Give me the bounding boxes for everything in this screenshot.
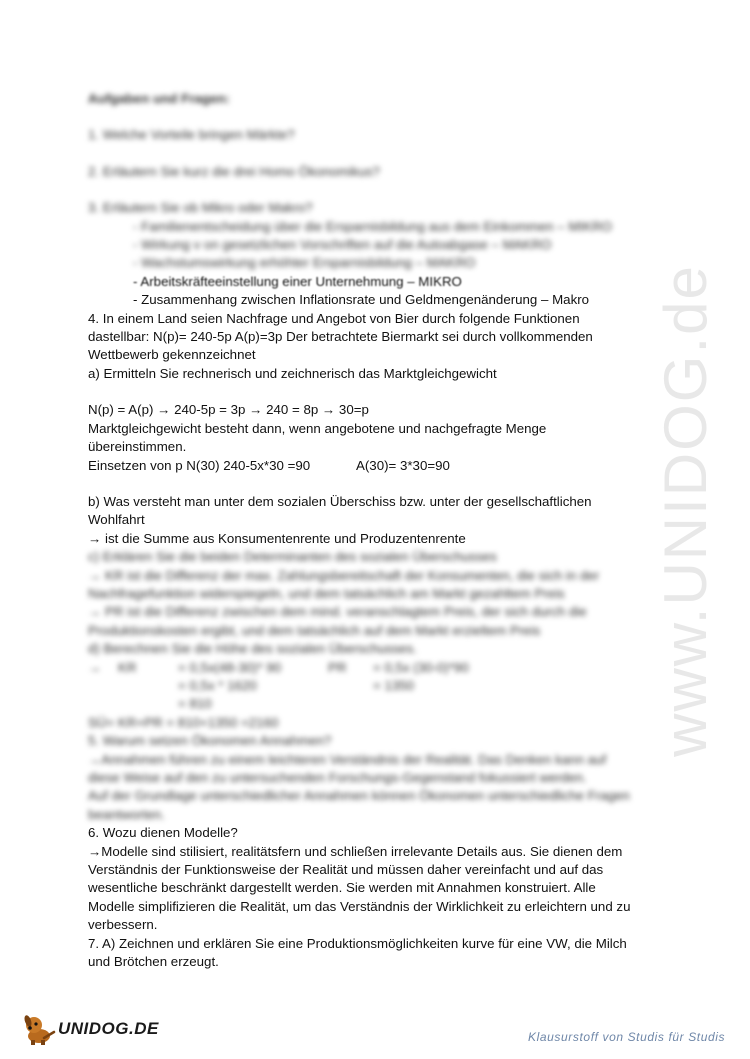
- q4c-answer: Produktionskosten ergibt, und dem tatsächlich auf dem Markt erzieltem Preis: [88, 622, 541, 638]
- kr-label: [118, 677, 178, 695]
- question-3: 3. Erläutern Sie ob Mikro oder Makro?: [88, 200, 313, 216]
- pr-label: [328, 677, 373, 695]
- q6-answer: →Modelle sind stilisiert, realitätsfern und schließen irrelevante Details aus. Sie dienen dem: [88, 843, 623, 859]
- question-1: 1. Welche Vorteile bringen Märkte?: [88, 127, 295, 143]
- einsetzen-supply: A(30)= 3*30=90: [356, 457, 450, 473]
- q7-question: und Brötchen erzeugt.: [88, 954, 219, 970]
- q4-line: Wettbewerb gekennzeichnet: [88, 347, 256, 363]
- q4c-answer: → KR ist die Differenz der max. Zahlungsbereitschaft der Konsumenten, die sich in der: [88, 567, 600, 583]
- kr-value: = 810: [178, 696, 212, 712]
- q4a-calculation: N(p) = A(p) → 240-5p = 3p → 240 = 8p → 30=p: [88, 402, 369, 418]
- q4d-row: [88, 659, 668, 677]
- q4-line: 4. In einem Land seien Nachfrage und Angebot von Bier durch folgende Funktionen: [88, 310, 580, 326]
- unidog-logo[interactable]: [22, 1012, 159, 1046]
- einsetzen-demand: Einsetzen von p N(30) 240-5x*30 =90: [88, 457, 311, 473]
- question-2: 2. Erläutern Sie kurz die drei Homo Ökonomikus?: [88, 163, 380, 179]
- q3-item: - Arbeitskräfteeinstellung einer Unternehmung – MIKRO: [133, 273, 462, 289]
- q4b-question: Wohlfahrt: [88, 512, 145, 528]
- q6-question: 6. Wozu dienen Modelle?: [88, 825, 238, 841]
- q5-question: 5. Warum setzen Ökonomen Annahmen?: [88, 733, 332, 749]
- kr-value: = 0,5x(48-30)* 90: [178, 659, 282, 675]
- q7-question: 7. A) Zeichnen und erklären Sie eine Produktionsmöglichkeiten kurve für eine VW, die Milch: [88, 935, 627, 951]
- q4a-explanation: Marktgleichgewicht besteht dann, wenn angebotene und nachgefragte Menge: [88, 420, 547, 436]
- q4a-explanation: übereinstimmen.: [88, 439, 187, 455]
- q4c-question: c) Erklären Sie die beiden Determinanten des sozialen Überschusses: [88, 549, 497, 565]
- q4d-row: [88, 695, 668, 713]
- q5-answer: diese Weise auf den zu untersuchenden Forschungs-Gegenstand fokussiert werden.: [88, 770, 587, 785]
- q4-line: dastellbar: N(p)= 240-5p A(p)=3p Der betrachtete Biermarkt sei durch vollkommenden: [88, 329, 593, 345]
- q3-item: - Wachstumswirkung erhöhter Ersparnisbildung – MAKRO: [133, 255, 476, 271]
- heading: Aufgaben und Fragen:: [88, 91, 230, 106]
- pr-label: PR: [328, 659, 347, 675]
- watermark-text: www.UNIDOG.de: [651, 263, 719, 757]
- q4b-answer: → ist die Summe aus Konsumentenrente und Produzentenrente: [88, 530, 466, 546]
- pr-value: = 1350: [373, 677, 415, 693]
- document-body: [88, 90, 668, 971]
- footer-tagline: Klausurstoff von Studis für Studis: [528, 1030, 726, 1044]
- q4d-row: [88, 677, 668, 695]
- arrow-symbol: [88, 677, 118, 695]
- q6-answer: Modelle simplifizieren die Realität, um das Verständnis der Wirklichkeit zu erleichtern und zu: [88, 898, 631, 914]
- q3-item: - Zusammenhang zwischen Inflationsrate und Geldmengenänderung – Makro: [133, 292, 590, 308]
- kr-label: KR: [118, 659, 137, 675]
- pr-label: [328, 695, 373, 713]
- q5-answer: beantworten.: [88, 806, 165, 822]
- q3-item: - Wirkung v on gesetzlichen Vorschriften auf die Autoabgase – MAKRO: [133, 237, 552, 253]
- q3-item: - Familienentscheidung über die Ersparnisbildung aus dem Einkommen – MIKRO: [133, 218, 612, 234]
- q5-answer: →Annahmen führen zu einem leichteren Verständnis der Realität. Das Denken kann auf: [88, 751, 607, 767]
- q4b-question: b) Was versteht man unter dem sozialen Überschiss bzw. unter der gesellschaftlichen: [88, 493, 592, 509]
- pr-value: = 0,5x (30-0)*90: [373, 659, 469, 675]
- logo-text: UNIDOG.DE: [58, 1019, 159, 1038]
- kr-value: = 0,5x * 1620: [178, 677, 257, 693]
- q5-answer: Auf der Grundlage unterschiedlicher Annahmen können Ökonomen unterschiedliche Fragen: [88, 788, 630, 804]
- q4d-sum: SÜ= KR+PR = 810+1350 =2160: [88, 714, 279, 730]
- q6-answer: Verständnis der Funktionsweise der Realität und müssen daher vereinfacht und auf das: [88, 862, 604, 878]
- q6-answer: verbessern.: [88, 917, 158, 933]
- q4a-einsetzen: [88, 457, 668, 475]
- arrow-symbol: →: [88, 659, 102, 675]
- dog-icon: [22, 1012, 56, 1046]
- q6-answer: wesentliche beschränkt dargestellt werden. Sie werden mit Annahmen konstruiert. Alle: [88, 880, 596, 896]
- kr-label: [118, 695, 178, 713]
- q4c-answer: → PR ist die Differenz zwischen dem mind. veranschlagtem Preis, der sich durch die: [88, 604, 587, 620]
- q4d-question: d) Berechnen Sie die Höhe des sozialen Überschusses.: [88, 641, 417, 657]
- q4c-answer: Nachfragefunktion widerspiegeln, und dem tatsächlich am Markt gezahltem Preis: [88, 585, 565, 601]
- arrow-symbol: [88, 695, 118, 713]
- q4a-question: a) Ermitteln Sie rechnerisch und zeichnerisch das Marktgleichgewicht: [88, 365, 497, 381]
